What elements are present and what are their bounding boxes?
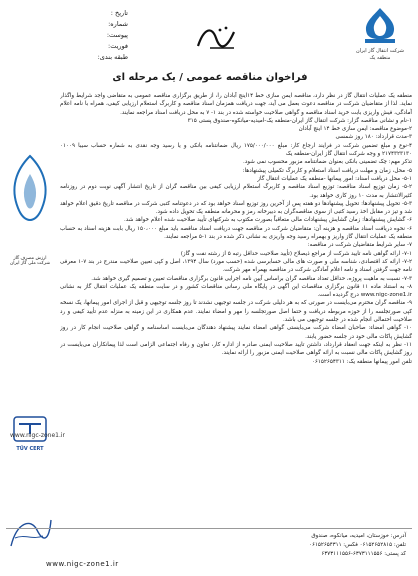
- org-line-1: ارزش مصرف گاز: [13, 256, 47, 261]
- paragraph: ۷-۳- نسبت به ماهیت پروژه، حداقل تعداد مناقصه گران براساس آیین نامه اجرایی قانون برگزاری مناقصات تعیین و تصمیم گیری خواهد شد.: [91, 275, 412, 282]
- company-logo: [348, 6, 412, 70]
- priority-label: فوریت:: [108, 42, 128, 50]
- paragraph: ۱۱- نظر به اینکه جهت انعقاد قرارداد، داشتن تایید صلاحیت ایمنی صادره از اداره کار، تعاون و رفاه اجتماعی الزامی است لذا پیمانکاران می‌بایست در روز گشایش پاکات مالی نسبت به ارائه گواهی صلاحیت ایمنی مزبور را ارائه نمایند.: [60, 341, 412, 357]
- paragraph: ۱-نام و نشانی مناقصه گزار: شرکت انتقال گاز ایران-منطقه یک-امیدیه-میانکوه-صندوق پستی ۳۱۵: [187, 117, 412, 124]
- org-line-2: شرکت ملی گاز ایران: [10, 261, 50, 266]
- paragraph: ۹- مناقصه گران محترم می‌بایست در صورتی که به هر دلیلی شرکت در جلسه توجیهی نشدند تا روز جلسه توجیهی و قبل از اجرای امور پیمانها، یک نسخه کپی صورتجلسه را از حوزه مربوطه دریافت و حتما اصل صورتجلسه را مهر و امضاء نمایند. عدم همکاری در این زمینه به منزله عدم تأیید کیفی و رد صلاحیت احتمالی انجام شده در جلسه توجیهی می باشد.: [60, 300, 412, 324]
- letter-footer: [6, 528, 412, 572]
- classification-label: طبقه بندی:: [97, 53, 128, 61]
- letter-meta: [8, 8, 128, 63]
- paragraph: ۳-مدت قرارداد: ۱۸۰ روز شمسی: [335, 134, 412, 141]
- paragraph: ۵-۲- زمان توزیع اسناد مناقصه: توزیع اسناد مناقصه و کاربرگ استعلام ارزیابی کیفی بین مناقصه گران از تاریخ انتشار آگهی نوبت دوم در روزنامه کثیرالانتشار به مدت ۱۰ روز کاری خواهد بود.: [60, 184, 412, 199]
- paragraph: ۷-۲- ارائه کد اقتصادی، شناسه ملی و صورت های مالی حسابرسی شده (حسب مورد) سال ۱۳۹۴، اصل و کپی تعیین صلاحیت مندرج در بند ۷-۱ معرفی نامه جهت گرفتن اسناد و نامه اعلام آمادگی شرکت در مناقصه بهمراه مهر شرکت.: [60, 258, 412, 274]
- flame-emblem-icon: [4, 150, 56, 250]
- paragraph: ۵-۱- محل دریافت اسناد: امور پیمانها -منطقه یک عملیات انتقال گاز: [257, 175, 412, 182]
- cert-label: TÜV CERT: [16, 446, 44, 452]
- stamp-url[interactable]: www.nigc-zone1.ir: [10, 432, 65, 439]
- paragraph: ۷- سایر شرایط متقاضیان شرکت در مناقصه:: [307, 242, 412, 249]
- footer-divider: [6, 528, 412, 529]
- paragraph: ۶- نحوه دریافت اسناد مناقصه و هزینه آن: متقاضیان شرکت در مناقصه جهت دریافت اسناد مناقصه باید مبلغ ۱۵۰،۰۰۰ ریال بابت هزینه اسناد به حساب منطقه یک عملیات انتقال گاز واریز و بهمراه رسید وجه واریزی به نشانی ذکر شده در بند ۱-۵ مراجعه نمایند.: [60, 225, 412, 241]
- calligraphy-emblem: [190, 18, 250, 58]
- number-label: شماره:: [108, 20, 128, 28]
- paragraph: تذکر مهم: چک تضمینی بانکی بعنوان ضمانتنامه مزبور محسوب نمی شود.: [242, 159, 412, 166]
- paragraph: ۷-۱- ارائه گواهی نامه تایید شرکت از مراجع ذیصلاح (تأیید صلاحیت حداقل رتبه ۵ از رشته نفت و گاز): [180, 250, 412, 257]
- company-name: شرکت انتقال گاز ایران: [356, 48, 404, 54]
- footer-address-block: [176, 532, 406, 559]
- side-column: [4, 150, 56, 570]
- paragraph: تلفن امور پیمانها منطقه یک: ۰۶۱۵۲۶۵۴۳۱۱: [311, 358, 412, 365]
- paragraph: منطقه یک عملیات انتقال گاز در نظر دارد، مناقصه ایمن سازی خط ۱۴اینچ آبادان را، از طریق برگزاری مناقصه عمومی به متقاضی واجد شرایط واگذار نماید. لذا از متقاضیان شرکت در مناقصه دعوت بعمل می آید، جهت دریافت همزمان اسناد مناقصه و کاربرگ استعلام ارزیابی کیفی، همراه با نامه اعلام آمادگی، فیش واریزی بابت خرید اسناد مناقصه و گواهی صلاحیت خواسته شده در بند ۱- ۷ به محل دریافت اسناد مراجعه نمایند.: [60, 93, 412, 116]
- page-title: فراخوان مناقصه عمومی / یک مرحله ای: [112, 72, 308, 83]
- paragraph: ۶- گشایش پیشنهادها: زمان گشایش پیشنهادات مالی متعاقباً بصورت مکتوب به شرکتهای تأیید صلاحیت شده اعلام خواهد شد.: [124, 217, 412, 224]
- paragraph: ۲-موضوع مناقصه: ایمن سازی خط ۱۴ اینچ آبادان: [298, 126, 412, 133]
- paragraph: ۸- به استناد ماده ۱۱ قانون برگزاری مناقصات این آگهی در پایگاه ملی رسانی مناقصات کشور و در سایت منطقه یک عملیات انتقال گاز به نشانی www.nigc-zone1.ir درج گردیده است.: [60, 283, 412, 299]
- paragraph: ۴-نوع و مبلغ تضمین شرکت در فرایند ارجاع کار: مبلغ ۱۷۵/۰۰۰/۰۰۰ ریال ضمانتنامه بانکی و یا رسید وجه نقدی به شماره حساب سیبا ۰۱۰۰۹ ۲۱۷۴۳۲۳۱۳۰ و وجه شرکت انتقال گاز ایران-منطقه یک: [60, 142, 412, 158]
- paragraph: ۵- محل، زمان و مهلت دریافت اسناد استعلام و کاربرگ تکمیلی پیشنهادها:: [242, 167, 412, 174]
- paragraph: ۵-۳- تحویل پیشنهادها: تحویل پیشنهادها دو هفته پس از آخرین روز توزیع اسناد خواهد بود که در دعوتنامه کتبی شرکت در مناقصه تاریخ دقیق اعلام خواهد شد و تیز در مقابل اخذ رسید کتبی از سوی مناقصه‌گران به دبیرخانه رمز و محرمانه منطقه یک تحویل داده شود.: [60, 200, 412, 216]
- footer-url[interactable]: www.nigc-zone1.ir: [46, 560, 119, 568]
- region-name: منطقه یک: [369, 55, 391, 61]
- tender-body: [60, 92, 412, 520]
- date-label: تاریخ :: [110, 9, 128, 17]
- gas-flame-icon: [357, 6, 403, 44]
- footer-address: آدرس: خوزستان، امیدیه، میانکوه، صندوق: [311, 533, 406, 539]
- attachment-label: پیوست:: [106, 31, 128, 39]
- footer-postal-code: کد پستی: ۶۳۷۳۱۱۱۵۵۶-۶۳۷۳۱۱۱۵۵۶: [321, 551, 406, 557]
- footer-phones: تلفن: ۰۶۱۵۲۶۵۲۸۱۵ فکس: ۰۶۱۵۲۶۵۴۳۱۱: [309, 542, 406, 548]
- paragraph: ۱۰- گواهی امضاء: صاحبان امضاء شرکت می‌بایستی گواهی امضاء نمایند پیشنهاد دهندگان می‌بایست اساسنامه و گواهی صلاحیت انجام کار در روز گشایش پاکات مالی خود در جلسه حضور یابند.: [60, 325, 412, 340]
